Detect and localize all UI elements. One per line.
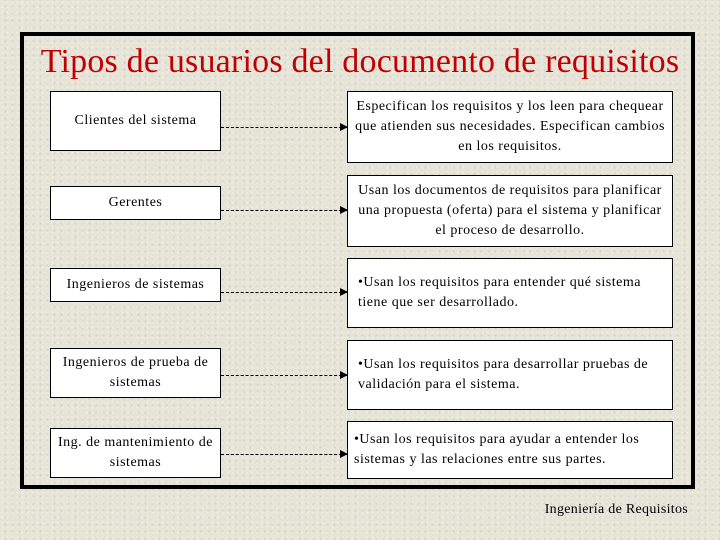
footer-text: Ingeniería de Requisitos <box>544 502 688 517</box>
description-box-ingenieros-prueba <box>347 340 673 410</box>
user-label: Gerentes <box>108 195 163 210</box>
description-box-ingenieros-sistemas <box>347 258 673 328</box>
user-label: Clientes del sistema <box>74 113 197 128</box>
description-text: Especifican los requisitos y los leen para chequear que atienden sus necesidades. Especifican cambios en los requisitos. <box>355 99 665 154</box>
slide-title: Tipos de usuarios del documento de requisitos <box>40 43 680 80</box>
connector-arrow <box>221 454 347 455</box>
connector-arrow <box>221 210 347 211</box>
user-box-mantenimiento <box>50 428 221 478</box>
user-box-clientes <box>50 91 221 151</box>
description-text: •Usan los requisitos para ayudar a entender los sistemas y las relaciones entre sus partes. <box>354 432 640 467</box>
user-box-ingenieros-prueba <box>50 348 221 398</box>
description-text: •Usan los requisitos para entender qué sistema tiene que ser desarrollado. <box>358 275 641 310</box>
connector-arrow <box>221 127 347 128</box>
description-box-gerentes <box>347 175 673 247</box>
user-label: Ingenieros de sistemas <box>66 277 205 292</box>
user-label: Ingenieros de prueba de sistemas <box>62 355 209 390</box>
description-text: •Usan los requisitos para desarrollar pruebas de validación para el sistema. <box>358 357 649 392</box>
user-label: Ing. de mantenimiento de sistemas <box>57 435 214 470</box>
user-box-gerentes <box>50 186 221 220</box>
user-box-ingenieros-sistemas <box>50 268 221 302</box>
connector-arrow <box>221 292 347 293</box>
description-box-clientes <box>347 91 673 163</box>
description-text: Usan los documentos de requisitos para planificar una propuesta (oferta) para el sistema y planificar el proceso de desarrollo. <box>358 183 662 238</box>
description-box-mantenimiento <box>347 421 673 479</box>
connector-arrow <box>221 375 347 376</box>
